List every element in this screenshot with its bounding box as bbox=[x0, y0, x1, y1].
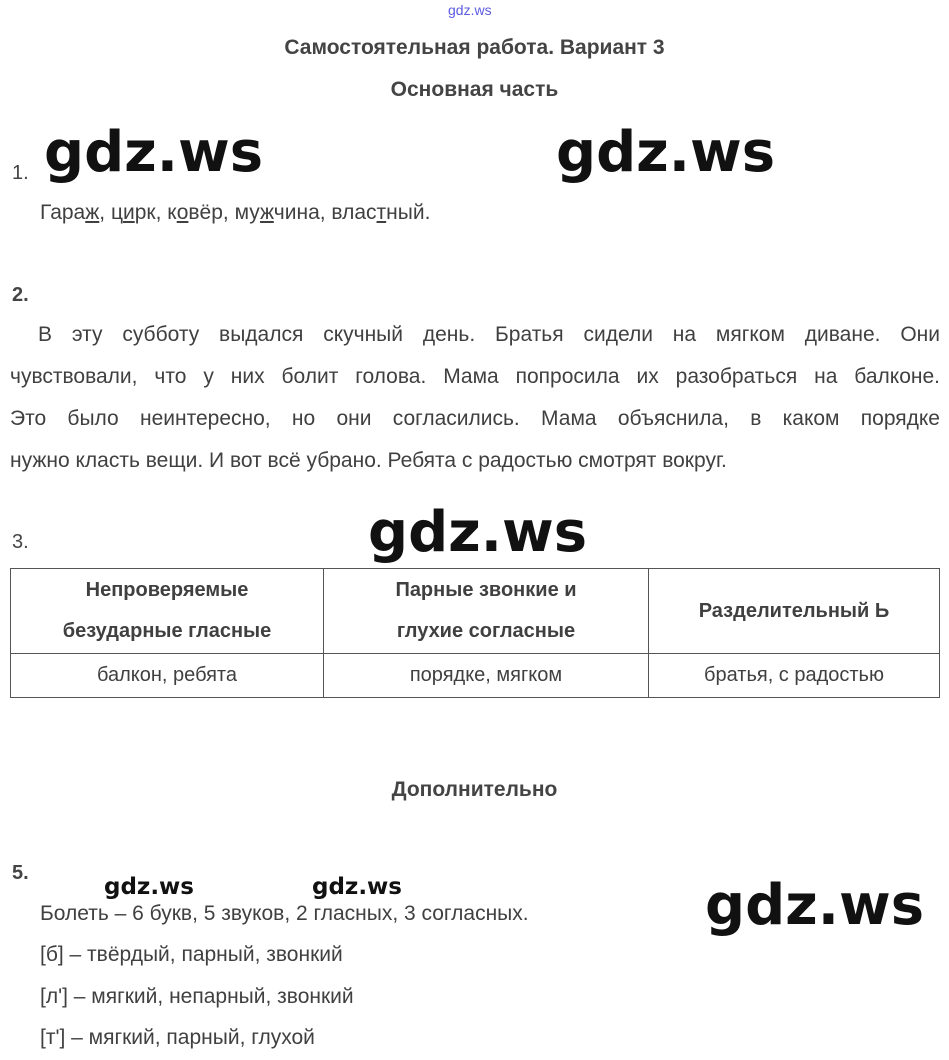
task-1-number: 1. bbox=[12, 162, 29, 184]
page-title: Самостоятельная работа. Вариант 3 bbox=[284, 36, 665, 59]
watermark-top: gdz.ws bbox=[448, 2, 492, 18]
watermark: gdz.ws bbox=[368, 500, 588, 565]
section-title-main: Основная часть bbox=[390, 78, 559, 101]
table-cell: братья, с радостью bbox=[649, 654, 940, 698]
text-line: чувствовали, что у них болит голова. Мама попросила их разобраться на балконе. bbox=[10, 365, 940, 388]
watermark: gdz.ws bbox=[312, 874, 402, 900]
task-5-line: [т'] – мягкий, парный, глухой bbox=[40, 1026, 315, 1049]
spelling-table bbox=[10, 568, 940, 698]
watermark: gdz.ws bbox=[44, 120, 264, 185]
table-header-row bbox=[11, 569, 940, 654]
task-5-number: 5. bbox=[12, 862, 29, 884]
table-header-cell: Парные звонкие и глухие согласные bbox=[324, 569, 649, 654]
text-line: Это было неинтересно, но они согласились. Мама объяснила, в каком порядке bbox=[10, 407, 940, 430]
table-header-cell: Разделительный Ь bbox=[649, 569, 940, 654]
section-title-additional: Дополнительно bbox=[391, 778, 558, 801]
table-header-cell: Непроверяемые безударные гласные bbox=[11, 569, 324, 654]
table-cell: балкон, ребята bbox=[11, 654, 324, 698]
task-2-text bbox=[10, 314, 940, 482]
table-row bbox=[11, 654, 940, 698]
watermark: gdz.ws bbox=[705, 873, 925, 938]
text-line: нужно класть вещи. И вот всё убрано. Ребята с радостью смотрят вокруг. bbox=[10, 449, 727, 472]
task-1-answer: Гараж, цирк, ковёр, мужчина, властный. bbox=[40, 201, 431, 224]
task-5-line: Болеть – 6 букв, 5 звуков, 2 гласных, 3 согласных. bbox=[40, 902, 529, 925]
watermark: gdz.ws bbox=[556, 120, 776, 185]
task-2-number: 2. bbox=[12, 284, 29, 306]
task-5-line: [б] – твёрдый, парный, звонкий bbox=[40, 943, 343, 966]
task-5-line: [л'] – мягкий, непарный, звонкий bbox=[40, 985, 354, 1008]
task-3-number: 3. bbox=[12, 531, 29, 553]
table-cell: порядке, мягком bbox=[324, 654, 649, 698]
watermark: gdz.ws bbox=[104, 874, 194, 900]
text-line: В эту субботу выдался скучный день. Братья сидели на мягком диване. Они bbox=[38, 323, 940, 346]
